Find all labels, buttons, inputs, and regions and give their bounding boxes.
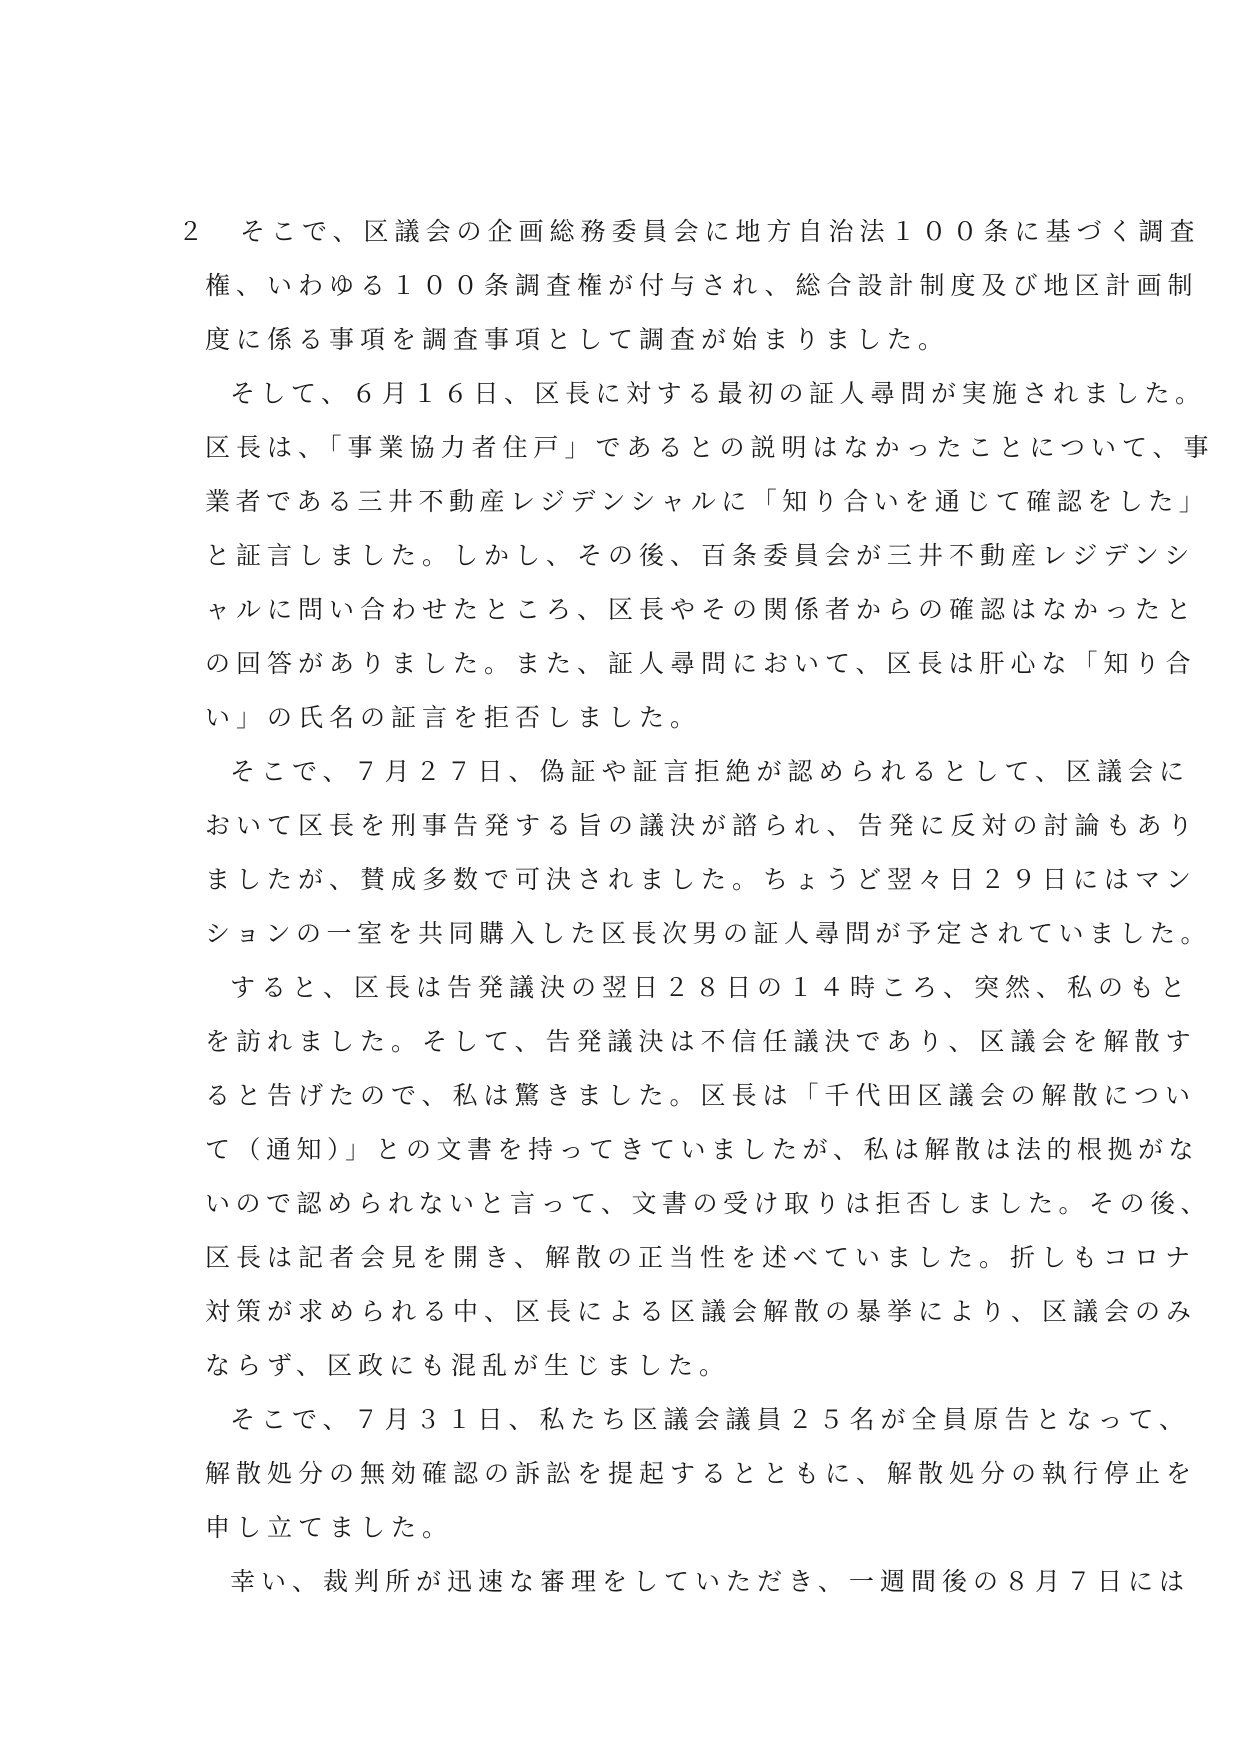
text-line: すると、区長は告発議決の翌日２８日の１４時ころ、突然、私のもと [230,973,1192,1002]
text-line: そこで、７月２７日、偽証や証言拒絶が認められるとして、区議会に [230,757,1191,786]
text-line: 申し立てました。 [205,1513,454,1542]
text-line: ならず、区政にも混乱が生じました。 [205,1351,731,1380]
text-line: ると告げたので、私は驚きました。区長は「千代田区議会の解散につい [205,1081,1197,1110]
text-line: 権、いわゆる１００条調査権が付与され、総合設計制度及び地区計画制 [205,271,1199,300]
text-line: と証言しました。しかし、その後、百条委員会が三井不動産レジデンシ [205,541,1196,570]
text-line: 解散処分の無効確認の訴訟を提起するとともに、解散処分の執行停止を [205,1459,1198,1488]
text-line: を訪れました。そして、告発議決は不信任議決であり、区議会を解散す [205,1027,1197,1056]
text-line: い」の氏名の証言を拒否しました。 [205,703,702,732]
text-line: そして、６月１６日、区長に対する最初の証人尋問が実施されました。 [230,379,1206,408]
text-line: いので認められないと言って、文書の受け取りは拒否しました。その後、 [205,1189,1212,1218]
text-line: おいて区長を刑事告発する旨の議決が諮られ、告発に反対の討論もあり [205,811,1199,840]
text-line: 区長は、「事業協力者住戸」であるとの説明はなかったことについて、事 [205,433,1215,462]
text-line: 業者である三井不動産レジデンシャルに「知り合いを通じて確認をした」 [205,487,1210,516]
text-line: 幸い、裁判所が迅速な審理をしていただき、一週間後の８月７日には [230,1567,1191,1596]
text-line: ２ そこで、区議会の企画総務委員会に地方自治法１００条に基づく調査 [178,217,1201,246]
text-line: ャルに問い合わせたところ、区長やその関係者からの確認はなかったと [205,595,1198,624]
text-line: の回答がありました。また、証人尋問において、区長は肝心な「知り合 [205,649,1197,678]
text-line: ましたが、賛成多数で可決されました。ちょうど翌々日２９日にはマン [205,865,1198,894]
text-line: そこで、７月３１日、私たち区議会議員２５名が全員原告となって、 [230,1405,1191,1434]
text-line: 度に係る事項を調査事項として調査が始まりました。 [205,325,950,354]
text-line: 区長は記者会見を開き、解散の正当性を述べていました。折しもコロナ [205,1243,1197,1272]
text-line: 対策が求められる中、区長による区議会解散の暴挙により、区議会のみ [205,1297,1198,1326]
text-line: ションの一室を共同購入した区長次男の証人尋問が予定されていました。 [205,919,1212,948]
text-line: て（通知）」との文書を持ってきていましたが、私は解散は法的根拠がな [205,1135,1200,1164]
